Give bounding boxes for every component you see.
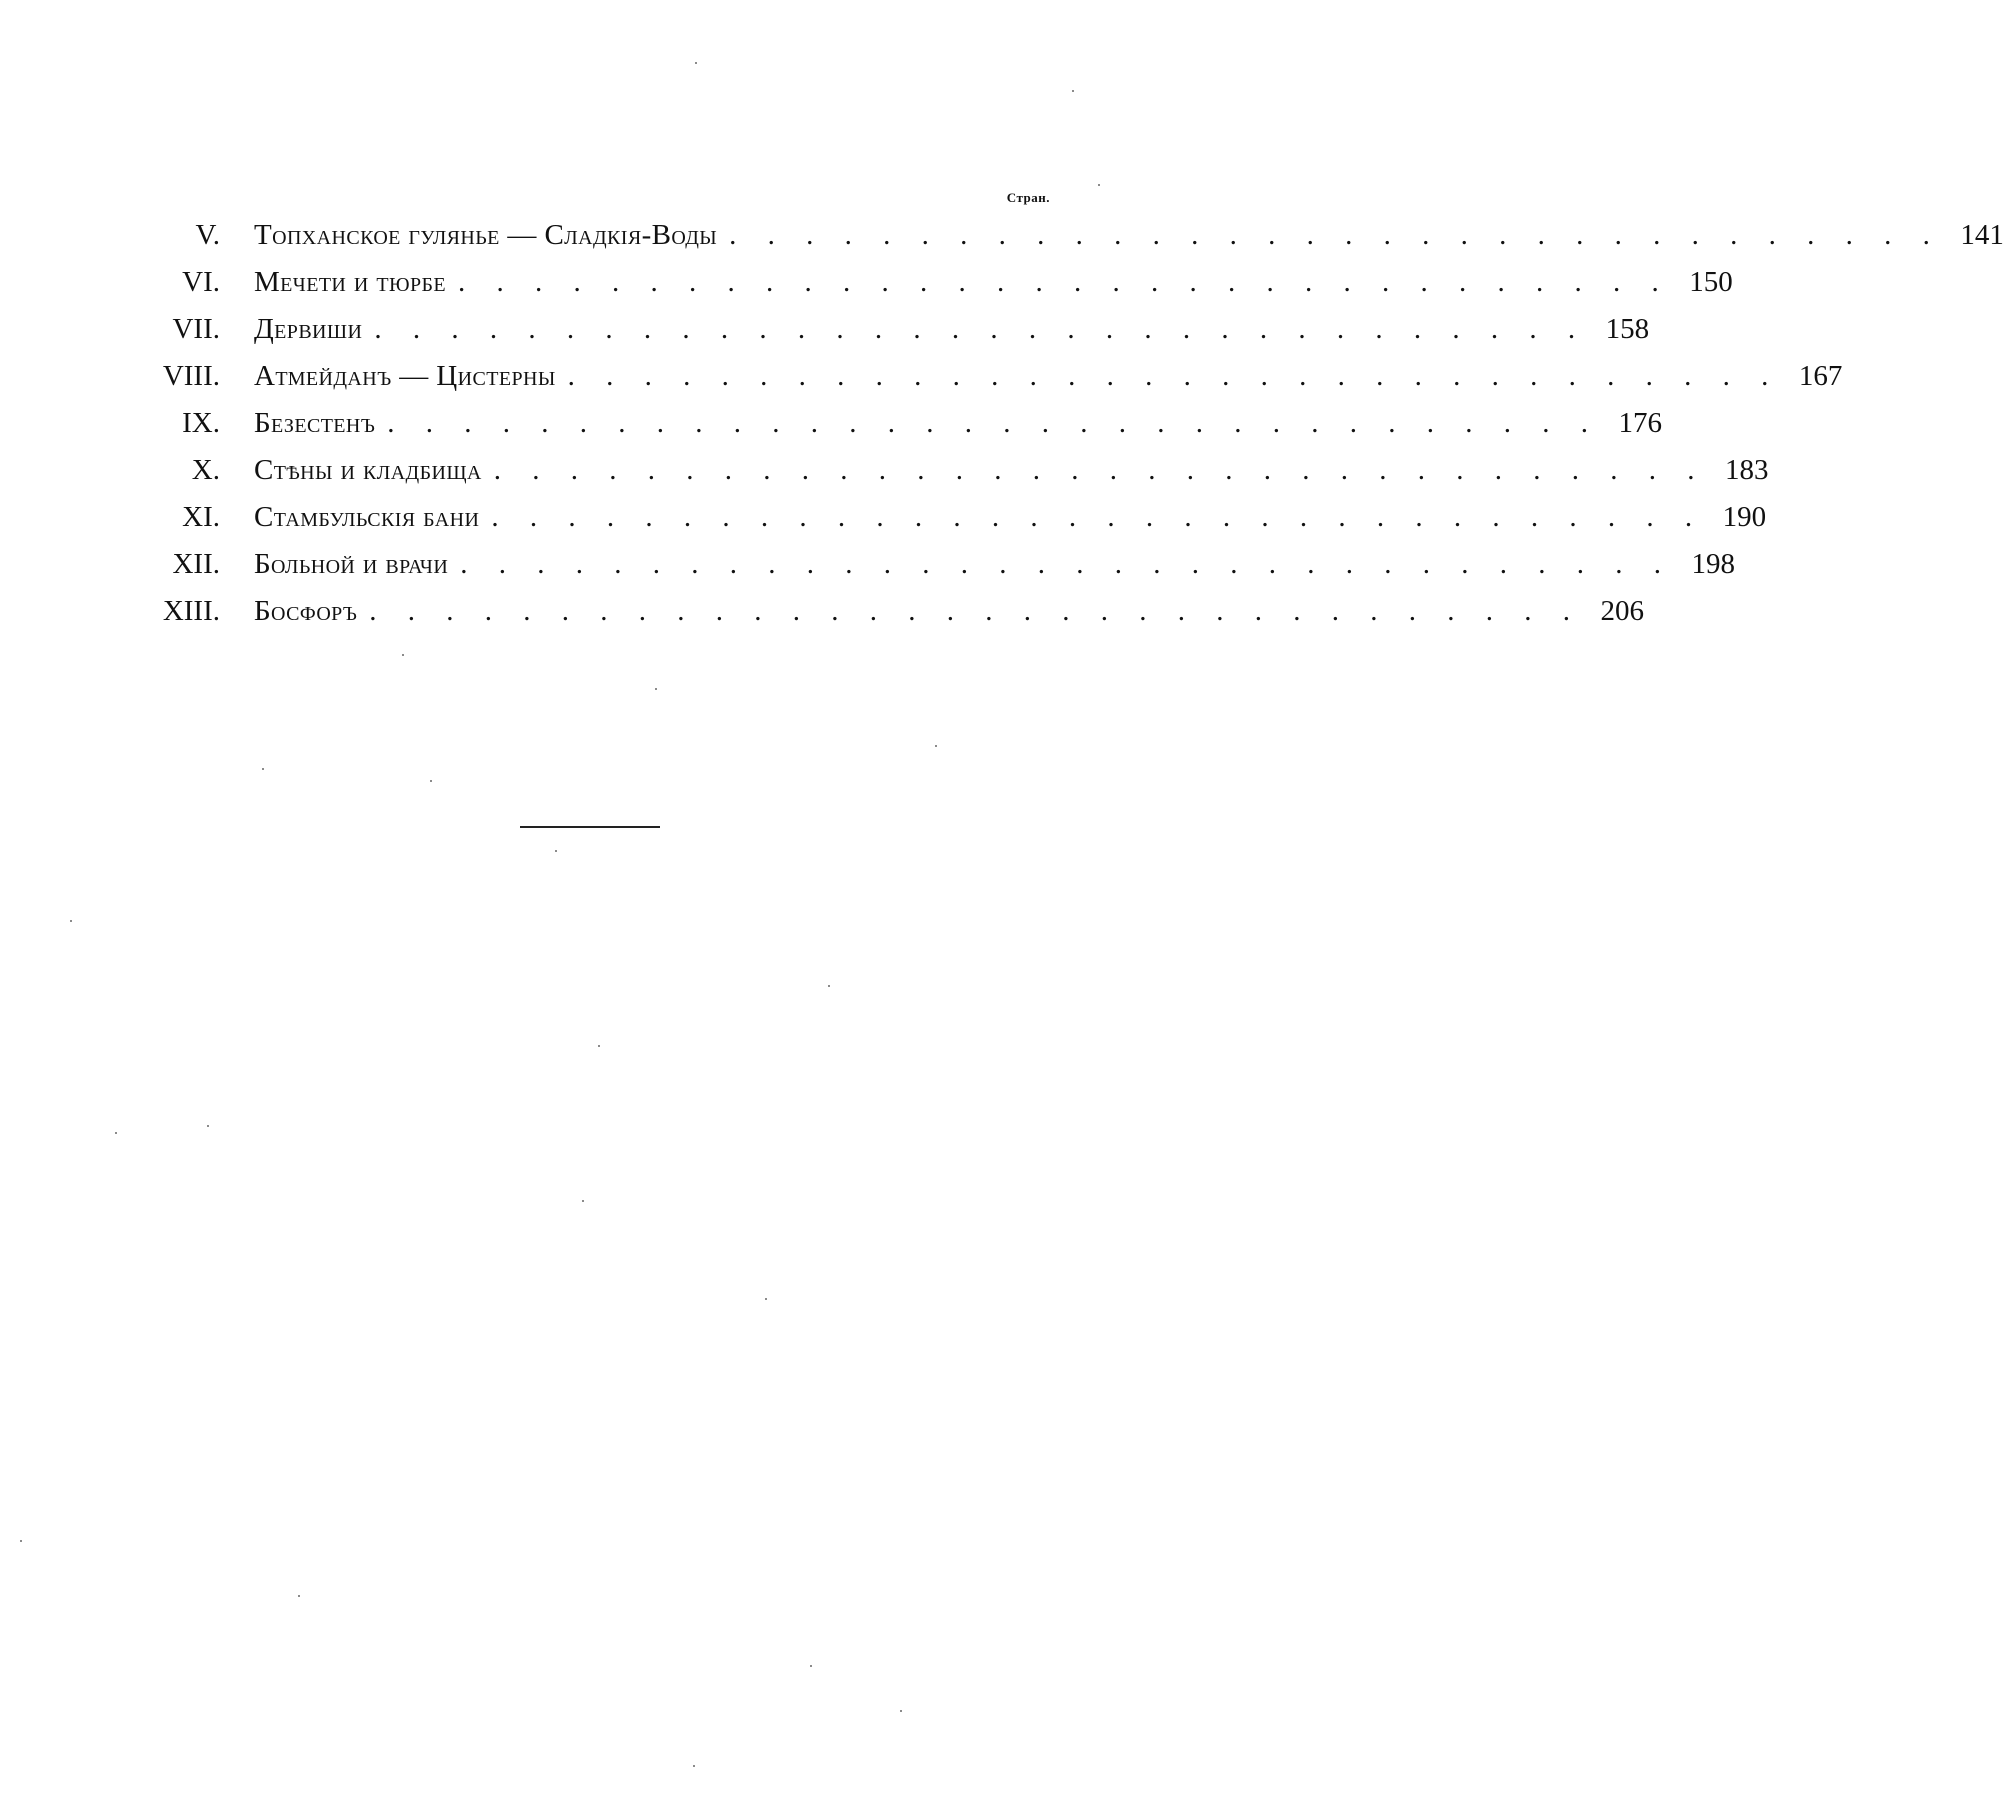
scan-speck <box>298 1595 300 1597</box>
scan-speck <box>115 1132 117 1134</box>
scan-speck <box>693 1765 695 1767</box>
toc-entry <box>140 212 2004 259</box>
scan-speck <box>655 688 657 690</box>
toc-entry <box>140 541 1735 588</box>
dot-leader: . . . . . . . . . . . . . . . . . . . . . . . . . . . . . . . . <box>369 595 1582 627</box>
scan-speck <box>935 745 937 747</box>
page-number: 183 <box>1725 454 1769 486</box>
scan-speck <box>262 768 264 770</box>
chapter-title: Босфоръ <box>254 595 358 627</box>
toc-entry <box>140 306 1650 353</box>
chapter-number: V. <box>195 219 220 251</box>
chapter-title: Безестенъ <box>254 407 376 439</box>
chapter-title: Мечети и тюрбе <box>254 266 447 298</box>
page-number: 206 <box>1600 595 1644 627</box>
chapter-title: Стамбульскія бани <box>254 501 480 533</box>
scan-speck <box>828 985 830 987</box>
chapter-number: IX. <box>182 407 220 439</box>
page-number: 167 <box>1798 360 1843 392</box>
dot-leader: . . . . . . . . . . . . . . . . . . . . . . . . . . . . . . . . <box>491 501 1705 533</box>
chapter-number: XIII. <box>162 595 220 627</box>
dot-leader: . . . . . . . . . . . . . . . . . . . . . . . . . . . . . . . . <box>387 407 1601 439</box>
scan-speck <box>1098 184 1100 186</box>
toc-entry <box>140 588 1644 635</box>
scan-speck <box>20 1540 22 1542</box>
page-number: 158 <box>1605 313 1650 345</box>
chapter-number: VII. <box>172 313 220 345</box>
chapter-title: Стѣны и кладбища <box>254 454 482 486</box>
chapter-title: Атмейданъ — Цистерны <box>254 360 556 392</box>
page-number: 190 <box>1722 501 1767 533</box>
dot-leader: . . . . . . . . . . . . . . . . . . . . . . . . . . . . . . . . <box>458 266 1671 298</box>
scan-speck <box>555 850 557 852</box>
scan-speck <box>765 1298 767 1300</box>
toc-entry <box>140 400 1663 447</box>
scan-speck <box>810 1665 812 1667</box>
scan-speck <box>402 654 404 656</box>
chapter-number: X. <box>191 454 220 486</box>
chapter-number: XI. <box>182 501 220 533</box>
chapter-number: VI. <box>182 266 220 298</box>
dot-leader: . . . . . . . . . . . . . . . . . . . . . . . . . . . . . . . . <box>493 454 1707 486</box>
dot-leader: . . . . . . . . . . . . . . . . . . . . . . . . . . . . . . . . <box>729 219 1942 251</box>
page-number: 141 <box>1960 219 2004 251</box>
scan-speck <box>430 780 432 782</box>
scan-speck <box>207 1125 209 1127</box>
scan-speck <box>598 1045 600 1047</box>
toc-entry <box>140 259 1733 306</box>
dot-leader: . . . . . . . . . . . . . . . . . . . . . . . . . . . . . . . . <box>374 313 1588 345</box>
page-number: 198 <box>1691 548 1735 580</box>
page-number: 150 <box>1689 266 1733 298</box>
scan-speck <box>900 1710 902 1712</box>
chapter-title: Топханское гулянье — Сладкія-Воды <box>254 219 718 251</box>
scan-speck <box>70 920 72 922</box>
dot-leader: . . . . . . . . . . . . . . . . . . . . . . . . . . . . . . . . <box>460 548 1673 580</box>
toc-entry <box>140 494 1767 541</box>
chapter-number: XII. <box>172 548 220 580</box>
toc-entry <box>140 353 1843 400</box>
chapter-number: VIII. <box>162 360 220 392</box>
page-column-header: Стран. <box>1006 190 1050 205</box>
scan-speck <box>1072 90 1074 92</box>
dot-leader: . . . . . . . . . . . . . . . . . . . . . . . . . . . . . . . . <box>567 360 1781 392</box>
chapter-title: Больной и врачи <box>254 548 449 580</box>
chapter-title: Дервиши <box>254 313 363 345</box>
page-number: 176 <box>1618 407 1663 439</box>
section-divider-rule <box>520 826 660 828</box>
scan-speck <box>695 62 697 64</box>
scan-speck <box>582 1200 584 1202</box>
toc-entry <box>140 447 1769 494</box>
table-of-contents <box>140 212 2004 635</box>
